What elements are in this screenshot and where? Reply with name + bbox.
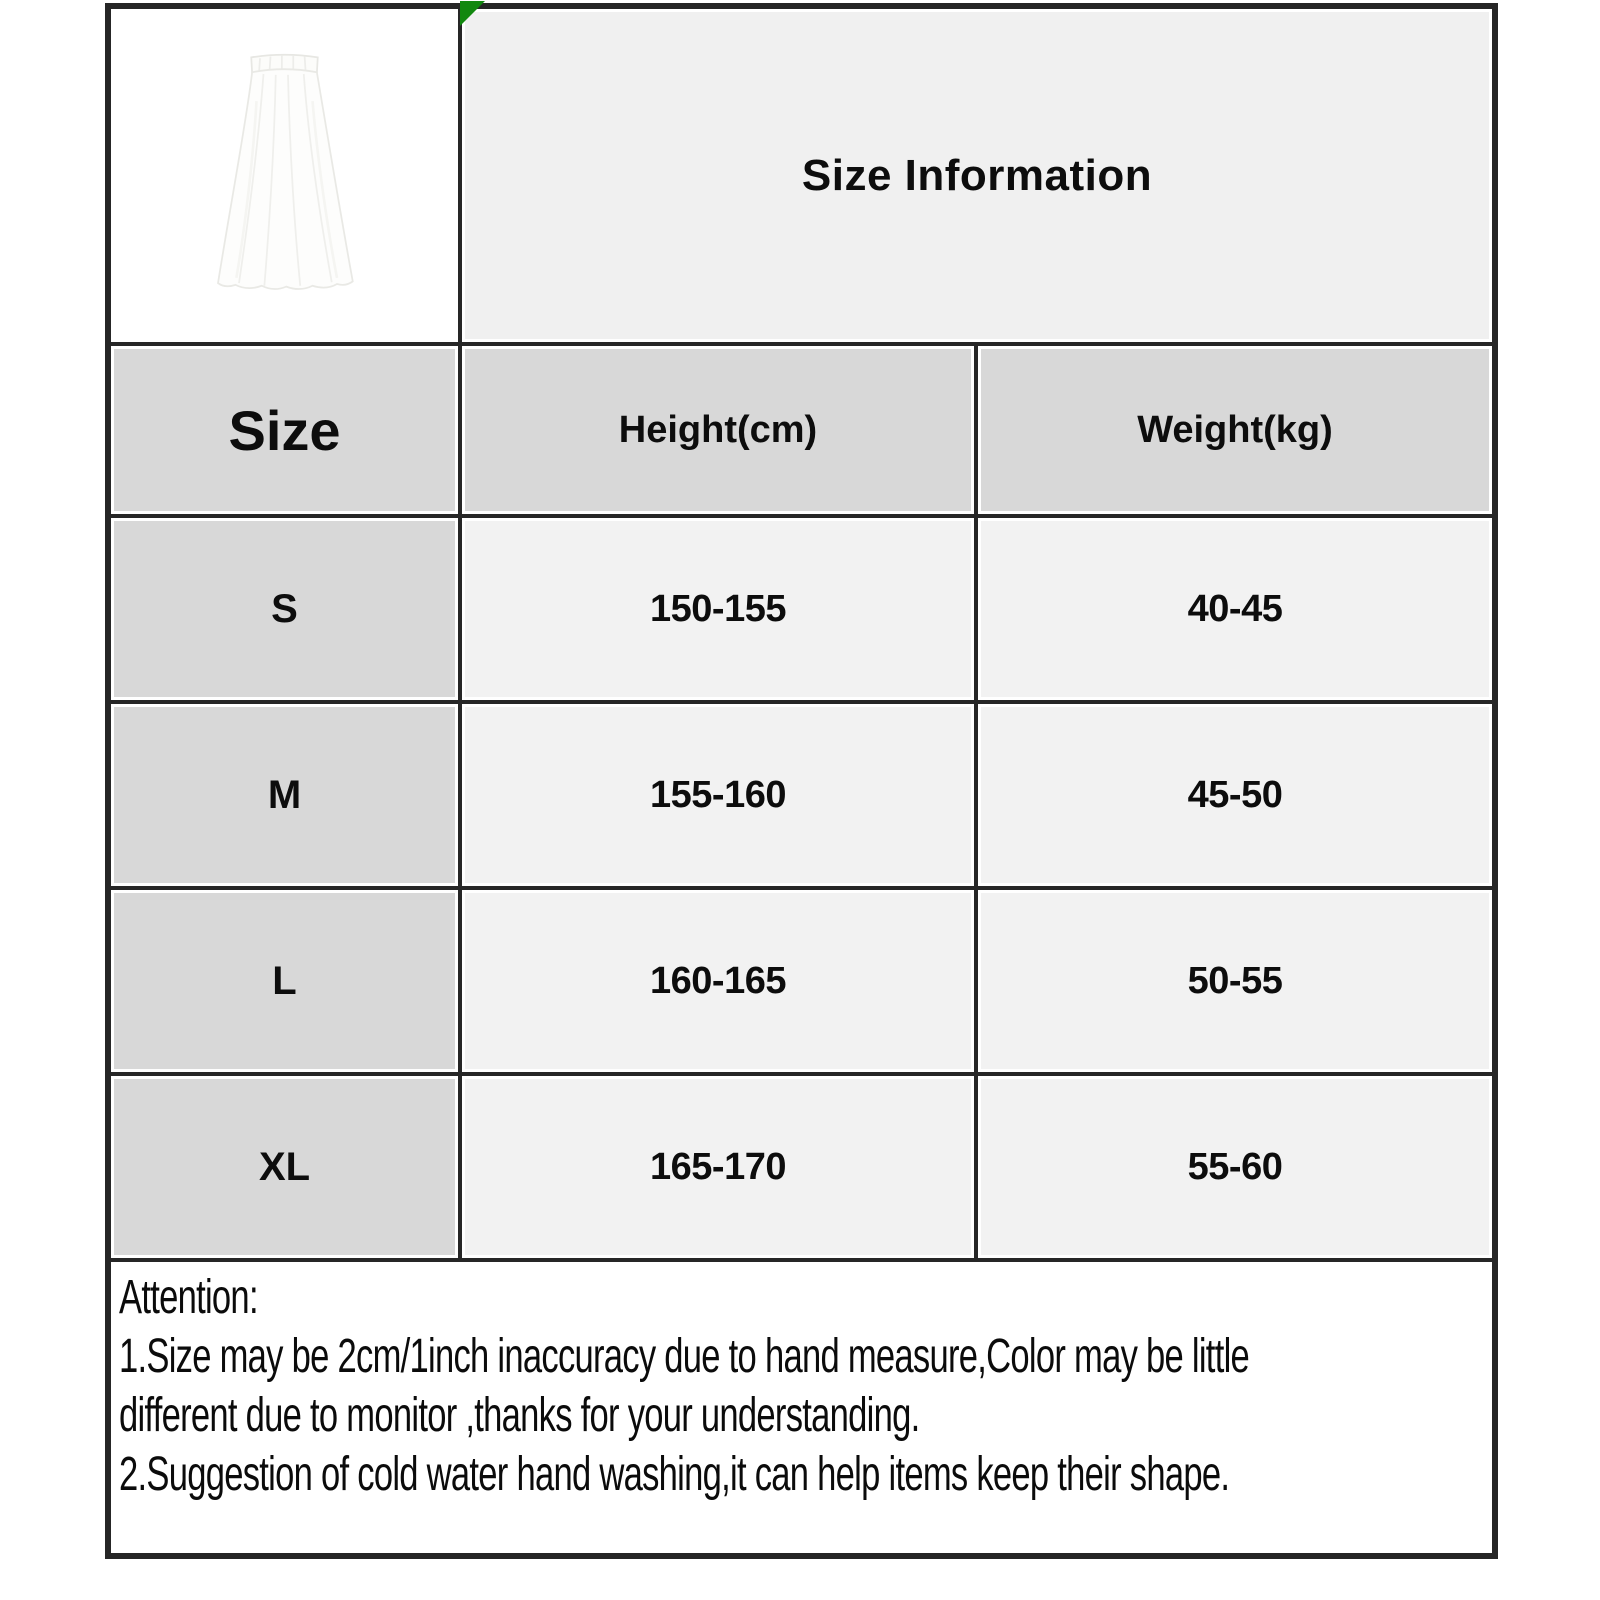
attention-heading: Attention: (119, 1271, 258, 1324)
height-value: 150-155 (460, 516, 976, 702)
attention-section (108, 1260, 1495, 1556)
weight-value: 45-50 (976, 702, 1495, 888)
height-value: 155-160 (460, 702, 976, 888)
size-information-table (105, 3, 1498, 1559)
height-value: 165-170 (460, 1074, 976, 1260)
weight-value: 50-55 (976, 888, 1495, 1074)
weight-value: 55-60 (976, 1074, 1495, 1260)
table-row-l (108, 888, 1495, 1074)
table-row-xl (108, 1074, 1495, 1260)
size-label: S (108, 516, 460, 702)
cell-error-corner-icon (460, 1, 485, 26)
attention-note-1b: different due to monitor ,thanks for your understanding. (119, 1389, 920, 1442)
page-title: Size Information (801, 150, 1153, 200)
product-image (111, 9, 458, 342)
size-label: XL (108, 1074, 460, 1260)
table-header-row (108, 344, 1495, 516)
size-label: L (108, 888, 460, 1074)
table-row-s (108, 516, 1495, 702)
height-value: 160-165 (460, 888, 976, 1074)
attention-note-1a: 1.Size may be 2cm/1inch inaccuracy due to hand measure,Color may be little (119, 1330, 1250, 1383)
size-label: M (108, 702, 460, 888)
skirt-image (197, 43, 372, 308)
column-header-height: Height(cm) (460, 344, 976, 516)
column-header-weight: Weight(kg) (976, 344, 1495, 516)
table-row-m (108, 702, 1495, 888)
top-row (108, 6, 1495, 344)
weight-value: 40-45 (976, 516, 1495, 702)
size-information-title-cell (460, 6, 1495, 344)
attention-note-2: 2.Suggestion of cold water hand washing,it can help items keep their shape. (119, 1448, 1230, 1501)
column-header-size: Size (108, 344, 460, 516)
attention-row (108, 1260, 1495, 1556)
product-image-cell (108, 6, 460, 344)
